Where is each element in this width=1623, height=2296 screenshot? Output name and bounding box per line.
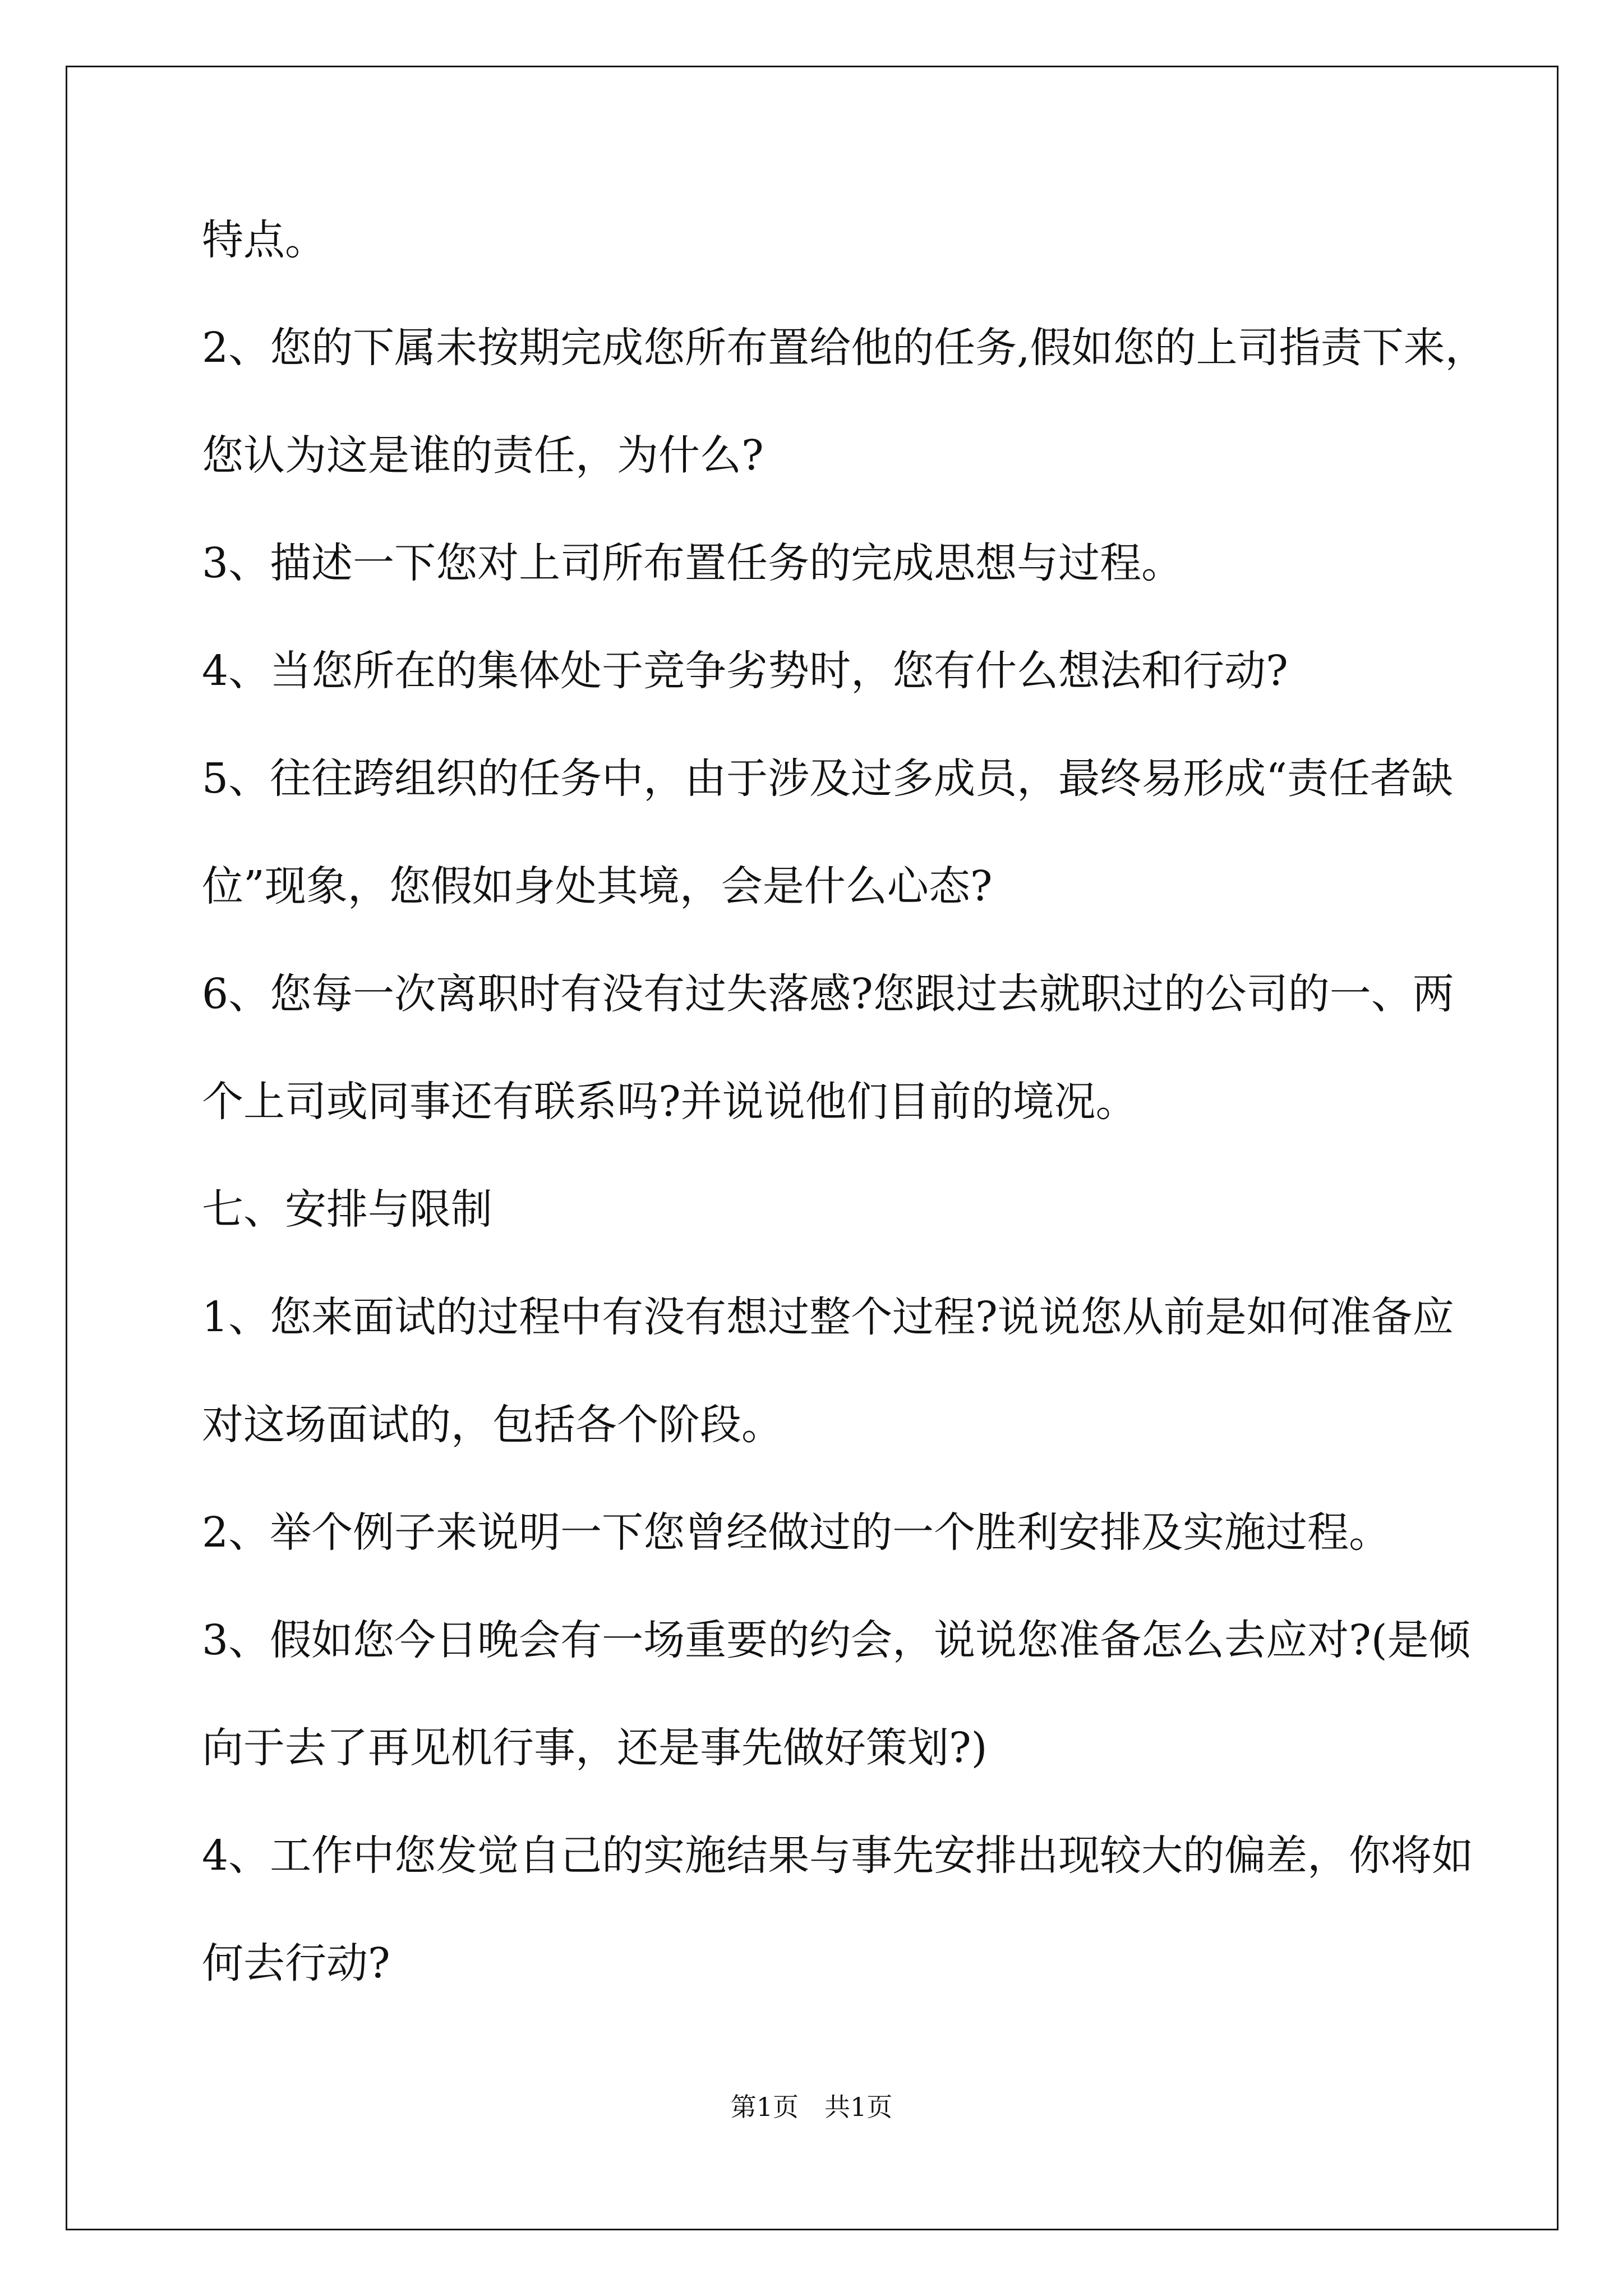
text-line: 2、您的下属未按期完成您所布置给他的任务,假如您的上司指责下来，	[202, 324, 1487, 372]
text-line: 4、当您所在的集体处于竞争劣势时，您有什么想法和行动?	[202, 647, 1288, 695]
text-line: 您认为这是谁的责任，为什么?	[202, 431, 764, 480]
text-line: 3、假如您今日晚会有一场重要的约会，说说您准备怎么去应对?(是倾	[202, 1616, 1470, 1664]
text-line: 6、您每一次离职时有没有过失落感?您跟过去就职过的公司的一、两	[202, 970, 1454, 1018]
text-line: 5、往往跨组织的任务中，由于涉及过多成员，最终易形成“责任者缺	[202, 754, 1453, 803]
page-footer: 第1页 共1页	[730, 2092, 893, 2122]
text-line: 个上司或同事还有联系吗?并说说他们目前的境况。	[202, 1078, 1137, 1126]
text-line: 4、工作中您发觉自己的实施结果与事先安排出现较大的偏差，你将如	[202, 1832, 1474, 1880]
text-line: 何去行动?	[202, 1939, 390, 1987]
document-body	[202, 213, 1487, 2044]
text-line: 特点。	[202, 216, 326, 264]
text-line: 2、举个例子来说明一下您曾经做过的一个胜利安排及实施过程。	[202, 1508, 1391, 1557]
text-line: 1、您来面试的过程中有没有想过整个过程?说说您从前是如何准备应	[202, 1293, 1454, 1341]
section-heading: 七、安排与限制	[202, 1185, 492, 1234]
text-line: 3、描述一下您对上司所布置任务的完成思想与过程。	[202, 539, 1183, 587]
text-line: 向于去了再见机行事，还是事先做好策划?)	[202, 1724, 988, 1772]
text-line: 位”现象，您假如身处其境，会是什么心态?	[202, 862, 993, 910]
text-line: 对这场面试的，包括各个阶段。	[202, 1401, 783, 1449]
